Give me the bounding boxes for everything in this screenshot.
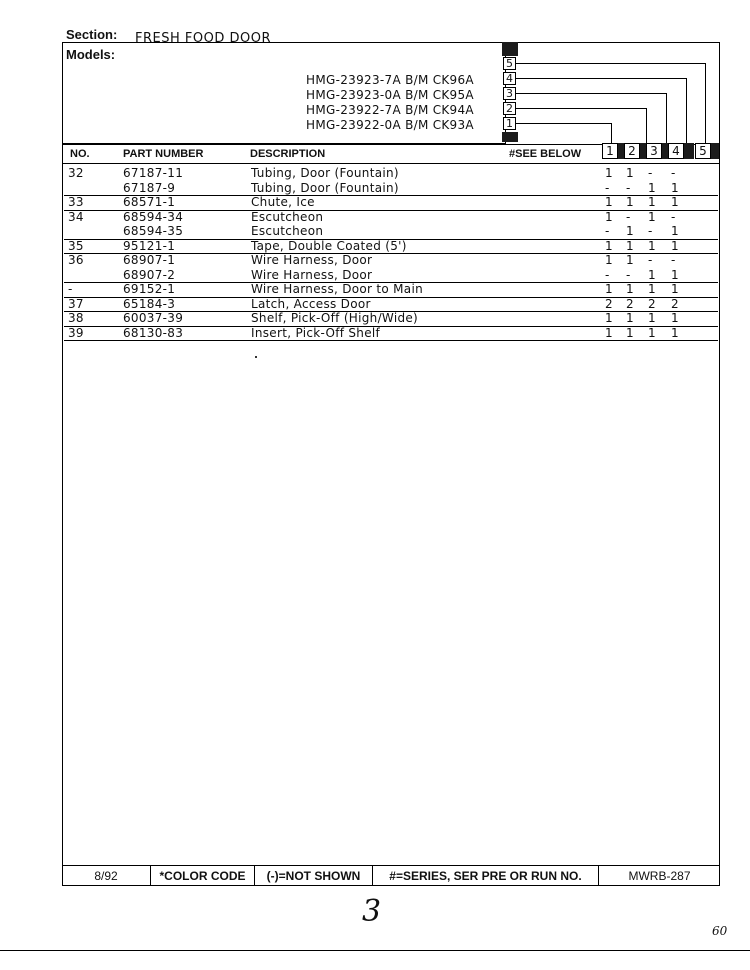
part-number: 60037-39 [123, 311, 184, 325]
model-column-5: 5 [695, 143, 711, 159]
part-number: 68130-83 [123, 325, 184, 340]
part-description: Wire Harness, Door to Main [251, 282, 424, 296]
leader-1-h [516, 123, 611, 124]
part-number: 67187-9 [123, 180, 176, 195]
footer-series-note: #=SERIES, SER PRE OR RUN NO. [373, 866, 599, 886]
qty-model-3: 1 [648, 282, 656, 296]
leader-3-v [666, 93, 667, 145]
qty-model-4: 1 [671, 224, 679, 238]
header-description: DESCRIPTION [250, 148, 326, 160]
footer-color-code: *COLOR CODE [151, 866, 255, 886]
qty-model-3: 1 [648, 180, 656, 195]
part-description: Tubing, Door (Fountain) [251, 180, 399, 195]
footer-not-shown: (-)=NOT SHOWN [255, 866, 373, 886]
speck [255, 356, 257, 358]
qty-model-2: - [626, 267, 631, 282]
qty-model-4: - [671, 253, 676, 267]
item-number: 36 [68, 253, 84, 267]
table-row [64, 210, 718, 225]
part-description: Tubing, Door (Fountain) [251, 166, 399, 180]
leader-4-h [516, 78, 686, 79]
qty-model-1: 1 [605, 209, 613, 224]
qty-model-1: 1 [605, 311, 613, 325]
table-row [64, 253, 718, 268]
part-description: Escutcheon [251, 224, 324, 238]
page-number: 3 [362, 894, 382, 929]
table-row [64, 224, 718, 240]
model-column-2: 2 [624, 143, 640, 159]
model-line-1: HMG-23922-0A B/M CK93A [306, 118, 474, 132]
item-number: 37 [68, 296, 84, 311]
qty-model-4: 2 [671, 296, 679, 311]
qty-model-2: 1 [626, 166, 634, 180]
header-see-below: #SEE BELOW [509, 148, 582, 160]
bottom-rule [0, 950, 750, 951]
footer-date: 8/92 [62, 866, 151, 886]
part-description: Wire Harness, Door [251, 267, 373, 282]
model-column-1: 1 [602, 143, 618, 159]
part-number: 68571-1 [123, 195, 176, 209]
part-description: Insert, Pick-Off Shelf [251, 325, 381, 340]
qty-model-4: 1 [671, 311, 679, 325]
qty-model-4: 1 [671, 282, 679, 296]
item-number: 35 [68, 238, 84, 253]
part-number: 95121-1 [123, 238, 176, 253]
leader-5-v [705, 63, 706, 145]
qty-model-4: 1 [671, 180, 679, 195]
leader-3-h [516, 93, 666, 94]
qty-model-3: 2 [648, 296, 656, 311]
table-row [64, 195, 718, 211]
qty-model-1: 1 [605, 195, 613, 209]
qty-model-1: 2 [605, 296, 613, 311]
table-row [64, 166, 718, 181]
qty-model-2: 2 [626, 296, 634, 311]
table-row [64, 181, 718, 197]
qty-model-3: 1 [648, 209, 656, 224]
qty-model-4: - [671, 166, 676, 180]
part-description: Shelf, Pick-Off (High/Wide) [251, 311, 419, 325]
part-description: Latch, Access Door [251, 296, 371, 311]
leader-4-v [686, 78, 687, 145]
model-box-shade-top [502, 42, 518, 56]
leader-2-h [516, 108, 646, 109]
qty-model-1: - [605, 224, 610, 238]
qty-model-3: 1 [648, 267, 656, 282]
model-box-5: 5 [503, 57, 516, 70]
qty-model-1: 1 [605, 166, 613, 180]
qty-model-1: 1 [605, 238, 613, 253]
qty-model-4: - [671, 209, 676, 224]
qty-model-2: 1 [626, 282, 634, 296]
qty-model-3: 1 [648, 238, 656, 253]
qty-model-3: - [648, 224, 653, 238]
part-number: 68907-1 [123, 253, 176, 267]
qty-model-2: - [626, 209, 631, 224]
item-number: 33 [68, 195, 84, 209]
models-label: Models: [66, 47, 116, 62]
qty-model-2: 1 [626, 325, 634, 340]
model-line-4: HMG-23923-7A B/M CK96A [306, 73, 474, 87]
leader-1-v [611, 123, 612, 145]
item-number: 38 [68, 311, 84, 325]
footer-doc-id: MWRB-287 [628, 869, 691, 883]
part-number: 69152-1 [123, 282, 176, 296]
item-number: - [68, 282, 73, 296]
qty-model-3: - [648, 253, 653, 267]
header-part-number: PART NUMBER [123, 148, 204, 160]
part-number: 68594-34 [123, 209, 184, 224]
section-title: FRESH FOOD DOOR [135, 31, 271, 46]
model-line-2: HMG-23922-7A B/M CK94A [306, 103, 474, 117]
part-number: 68907-2 [123, 267, 176, 282]
section-label: Section: [66, 27, 118, 42]
qty-model-2: 1 [626, 311, 634, 325]
corner-mark: 60 [712, 924, 728, 938]
table-row [64, 268, 718, 284]
qty-model-2: 1 [626, 253, 634, 267]
part-number: 65184-3 [123, 296, 176, 311]
qty-model-1: 1 [605, 282, 613, 296]
table-row [64, 326, 718, 342]
item-number: 39 [68, 325, 84, 340]
model-box-2: 2 [503, 102, 516, 115]
qty-model-4: 1 [671, 195, 679, 209]
qty-model-1: 1 [605, 253, 613, 267]
table-row [64, 311, 718, 327]
table-row [64, 282, 718, 298]
model-line-3: HMG-23923-0A B/M CK95A [306, 88, 474, 102]
model-box-1: 1 [503, 117, 516, 130]
header-bottom-rule [62, 163, 720, 164]
qty-model-4: 1 [671, 267, 679, 282]
header-no: NO. [70, 148, 90, 160]
qty-model-2: 1 [626, 238, 634, 253]
part-description: Wire Harness, Door [251, 253, 373, 267]
qty-model-3: 1 [648, 195, 656, 209]
part-description: Tape, Double Coated (5') [251, 238, 407, 253]
leader-2-v [646, 108, 647, 145]
table-row [64, 297, 718, 313]
qty-model-2: 1 [626, 195, 634, 209]
model-column-4: 4 [668, 143, 684, 159]
column-shade [684, 143, 694, 159]
item-number: 32 [68, 166, 84, 180]
column-shade [711, 143, 719, 159]
item-number: 34 [68, 209, 84, 224]
qty-model-4: 1 [671, 238, 679, 253]
part-number: 68594-35 [123, 224, 184, 238]
qty-model-1: - [605, 180, 610, 195]
model-box-3: 3 [503, 87, 516, 100]
table-row [64, 239, 718, 255]
model-box-shade-bottom [502, 132, 518, 142]
model-column-3: 3 [646, 143, 662, 159]
qty-model-2: 1 [626, 224, 634, 238]
qty-model-1: - [605, 267, 610, 282]
part-description: Escutcheon [251, 209, 324, 224]
qty-model-1: 1 [605, 325, 613, 340]
part-number: 67187-11 [123, 166, 184, 180]
footer-bar [62, 865, 720, 886]
part-description: Chute, Ice [251, 195, 315, 209]
qty-model-3: 1 [648, 311, 656, 325]
qty-model-2: - [626, 180, 631, 195]
leader-5-h [516, 63, 705, 64]
qty-model-3: - [648, 166, 653, 180]
qty-model-3: 1 [648, 325, 656, 340]
qty-model-4: 1 [671, 325, 679, 340]
model-box-4: 4 [503, 72, 516, 85]
